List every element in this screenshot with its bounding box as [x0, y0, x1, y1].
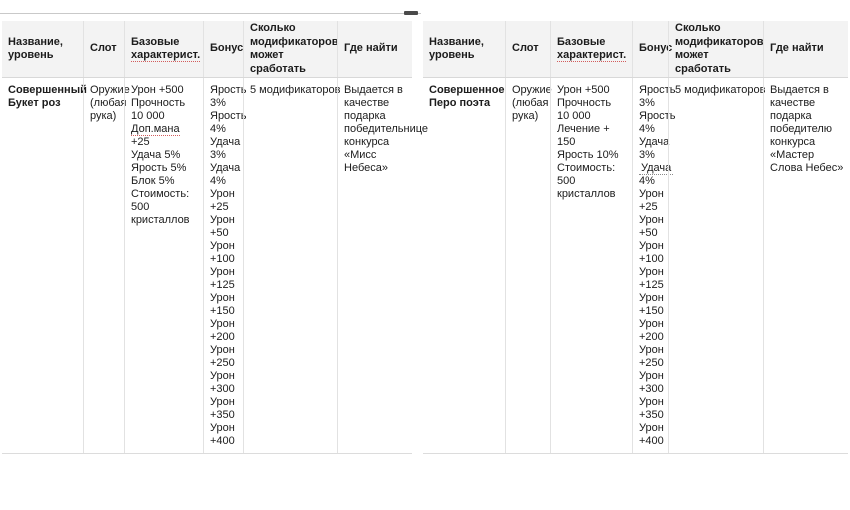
- bonus-line: Урон: [210, 370, 235, 382]
- bonus-line: Урон: [639, 240, 664, 252]
- item-table-left: [2, 21, 429, 454]
- column-header-slot: Слот: [505, 21, 550, 77]
- cell-modifier-count: 5 модификаторов: [243, 78, 337, 453]
- cell-bonus-list: [632, 78, 676, 453]
- bonus-line: +350: [639, 409, 664, 421]
- header-base-word: Базовые: [131, 35, 180, 48]
- stat-line: Доп.мана +25: [131, 123, 180, 148]
- column-header-base-stats: [550, 21, 632, 77]
- stat-line: 500 кристаллов: [131, 201, 190, 226]
- bonus-line: 4%: [639, 175, 655, 187]
- stat-line: Ярость 10%: [557, 149, 619, 161]
- column-header-slot: Слот: [83, 21, 124, 77]
- stat-line: 10 000: [557, 110, 591, 122]
- bonus-line: +100: [210, 253, 235, 265]
- bonus-line: 3%: [210, 97, 226, 109]
- bonus-line: Урон: [639, 318, 664, 330]
- bonus-line: +150: [210, 305, 235, 317]
- stat-line: Удача 5%: [131, 149, 181, 161]
- bonus-line: +200: [210, 331, 235, 343]
- bonus-line: Урон: [210, 214, 235, 226]
- column-header-base-stats: [124, 21, 203, 77]
- bonus-line: Урон: [210, 422, 235, 434]
- cell-bonus-list: [203, 78, 247, 453]
- cell-base-stats: [124, 78, 203, 453]
- bonus-line: +200: [639, 331, 664, 343]
- bonus-line: +150: [639, 305, 664, 317]
- column-header-modifier-count: Сколько модификаторов может сработать: [668, 21, 763, 77]
- bonus-line: +25: [210, 201, 229, 213]
- bonus-line: +300: [639, 383, 664, 395]
- bonus-line: Урон: [210, 318, 235, 330]
- cell-where-to-find: Выдается в качестве подарка победительнице конкурса «Мисс Небеса»: [337, 78, 412, 453]
- bonus-line: +250: [210, 357, 235, 369]
- bonus-line: +50: [639, 227, 658, 239]
- stat-line: Стоимость:: [557, 162, 616, 174]
- column-header-modifier-count: Сколько модификаторов может сработать: [243, 21, 337, 77]
- stat-line: Стоимость:: [131, 188, 190, 200]
- cell-item-name: Совершенный Букет роз: [8, 84, 87, 109]
- bonus-line: Урон: [639, 422, 664, 434]
- table-header-row: [2, 21, 412, 78]
- bonus-line: Урон: [639, 266, 664, 278]
- bonus-line: +125: [210, 279, 235, 291]
- bonus-line: Ярость: [639, 84, 676, 96]
- table-row: [423, 78, 848, 454]
- bonus-line: Урон: [639, 292, 664, 304]
- bonus-line: 3%: [210, 149, 226, 161]
- cell-modifier-count: 5 модификаторов: [668, 78, 763, 453]
- bonus-line: Удача: [639, 136, 670, 148]
- bonus-line: 4%: [210, 123, 226, 135]
- bonus-line: +25: [639, 201, 658, 213]
- table-header-row: [423, 21, 848, 78]
- stat-line: Ярость 5%: [131, 162, 187, 174]
- cell-item-slot: Оружие (любая рука): [83, 78, 124, 453]
- bonus-line: 3%: [639, 97, 655, 109]
- bonus-line: Урон: [639, 214, 664, 226]
- bonus-line: Ярость: [639, 110, 676, 122]
- column-header-bonus: Бонус: [632, 21, 668, 77]
- cell-base-stats: [550, 78, 632, 453]
- bonus-line: +50: [210, 227, 229, 239]
- bonus-line: +400: [639, 435, 664, 447]
- bonus-line: Урон: [639, 344, 664, 356]
- bonus-line: Удача: [210, 162, 241, 174]
- bonus-line: Урон: [639, 370, 664, 382]
- bonus-line: Урон: [639, 396, 664, 408]
- bonus-line: 4%: [210, 175, 226, 187]
- cell-item-slot: Оружие (любая рука): [505, 78, 550, 453]
- bonus-line: Урон: [210, 344, 235, 356]
- bonus-line: Удача: [641, 162, 672, 174]
- column-header-bonus: Бонус: [203, 21, 243, 77]
- stat-line: Лечение + 150: [557, 123, 610, 148]
- bonus-line: Урон: [210, 240, 235, 252]
- bonus-line: Урон: [210, 292, 235, 304]
- bonus-line: 3%: [639, 149, 655, 161]
- stat-line: Урон +500: [131, 84, 184, 96]
- column-header-where-to-find: Где найти: [337, 21, 412, 77]
- bonus-line: +125: [639, 279, 664, 291]
- stat-line: Прочность: [131, 97, 186, 109]
- cell-item-name: Совершенное Перо поэта: [429, 84, 505, 109]
- stat-line: Прочность: [557, 97, 612, 109]
- bonus-line: Урон: [639, 188, 664, 200]
- stat-line: Урон +500: [557, 84, 610, 96]
- bonus-line: Урон: [210, 396, 235, 408]
- bonus-line: 4%: [639, 123, 655, 135]
- cell-where-to-find: Выдается в качестве подарка победителю конкурса «Мастер Слова Небес»: [763, 78, 848, 453]
- stat-line: 500 кристаллов: [557, 175, 616, 200]
- column-header-where-to-find: Где найти: [763, 21, 848, 77]
- stat-line: Блок 5%: [131, 175, 175, 187]
- bonus-line: +100: [639, 253, 664, 265]
- stat-line: 10 000: [131, 110, 165, 122]
- bonus-line: +350: [210, 409, 235, 421]
- bonus-line: Урон: [210, 188, 235, 200]
- bonus-line: Ярость: [210, 110, 247, 122]
- header-base-word: Базовые: [557, 35, 606, 48]
- bonus-line: +400: [210, 435, 235, 447]
- bonus-line: +300: [210, 383, 235, 395]
- bonus-line: Урон: [210, 266, 235, 278]
- divider-line: [0, 13, 421, 14]
- header-base-underlined-word: характерист.: [131, 49, 201, 61]
- bonus-line: +250: [639, 357, 664, 369]
- header-base-underlined-word: характерист.: [557, 49, 627, 61]
- bonus-line: Удача: [210, 136, 241, 148]
- column-header-name: Название, уровень: [8, 35, 63, 61]
- item-table-right: [423, 21, 848, 454]
- column-header-name: Название, уровень: [429, 35, 484, 61]
- table-row: [2, 78, 429, 454]
- divider-drag-handle[interactable]: [404, 11, 418, 15]
- bonus-line: Ярость: [210, 84, 247, 96]
